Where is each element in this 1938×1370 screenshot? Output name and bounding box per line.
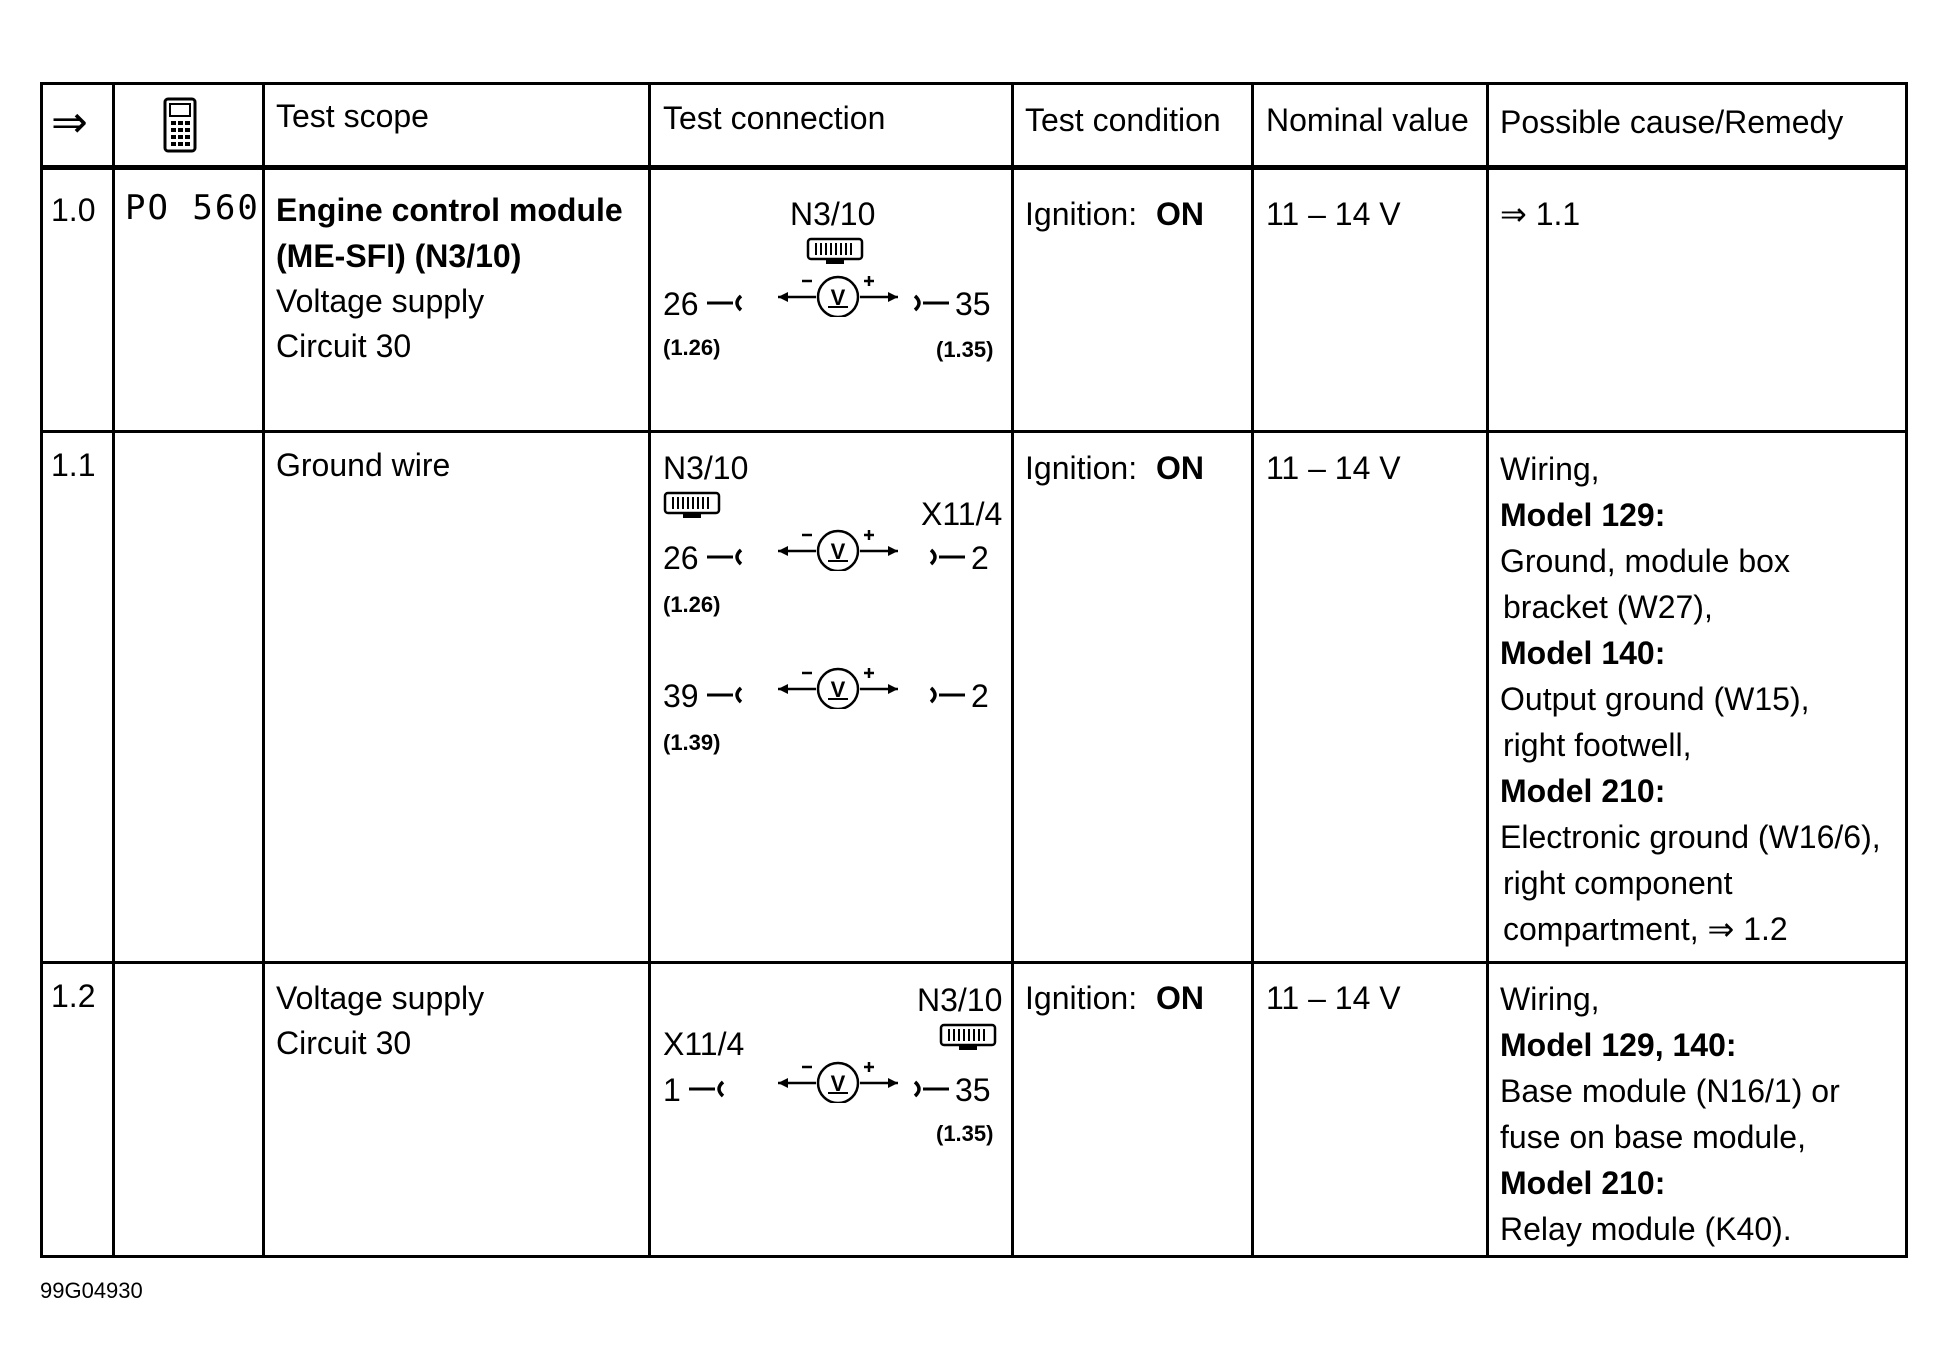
pin-reference: (1.35)	[936, 1121, 994, 1146]
remedy-text: Wiring,	[1500, 451, 1600, 487]
remedy-model: Model 129, 140:	[1500, 1027, 1737, 1063]
condition-value: ON	[1156, 980, 1204, 1016]
socket-left-icon	[687, 1079, 727, 1099]
module-plug-icon	[663, 491, 721, 519]
remedy-model: Model 140:	[1500, 635, 1666, 671]
remedy-text: Relay module (K40).	[1500, 1211, 1792, 1247]
voltmeter-icon	[778, 273, 898, 317]
pin-number: 26	[663, 540, 699, 576]
scope-text: Ground wire	[276, 447, 451, 483]
remedy-model: Model 210:	[1500, 1165, 1666, 1201]
remedy-text: Wiring,	[1500, 981, 1600, 1017]
pin-number: 35	[955, 1072, 991, 1108]
step-number: 1.0	[51, 192, 96, 228]
header-remedy: Possible cause/Remedy	[1500, 104, 1844, 140]
socket-left-icon	[705, 685, 745, 705]
plug-right-icon	[911, 293, 951, 313]
row-divider	[43, 430, 1905, 433]
pin-number: 39	[663, 678, 699, 714]
arrow-header: ⇒	[51, 98, 88, 147]
scope-text: Circuit 30	[276, 328, 412, 364]
remedy-text: Electronic ground (W16/6),	[1500, 819, 1881, 855]
remedy-link: compartment, ⇒ 1.2	[1503, 911, 1788, 947]
pin-number: 1	[663, 1072, 681, 1108]
condition-label: Ignition:	[1025, 980, 1138, 1016]
condition-value: ON	[1156, 450, 1204, 486]
step-number: 1.2	[51, 978, 96, 1014]
module-label: N3/10	[790, 196, 876, 232]
header-test-condition: Test condition	[1025, 102, 1221, 138]
plug-right-icon	[911, 1079, 951, 1099]
row-divider	[43, 961, 1905, 964]
module-label: N3/10	[663, 450, 749, 486]
column-divider	[262, 85, 265, 1255]
remedy-text: right footwell,	[1503, 727, 1692, 763]
voltmeter-icon	[778, 665, 898, 709]
nominal-value: 11 – 14 V	[1266, 980, 1401, 1016]
plug-right-icon	[927, 547, 967, 567]
remedy-text: right component	[1503, 865, 1733, 901]
voltmeter-icon	[778, 527, 898, 571]
connector-label: X11/4	[921, 496, 1003, 532]
remedy-link: ⇒ 1.1	[1500, 196, 1581, 232]
column-divider	[1011, 85, 1014, 1255]
pin-reference: (1.39)	[663, 730, 721, 755]
fault-code: PO 560	[125, 188, 260, 228]
svg-text:V: V	[830, 677, 846, 702]
pin-number: 35	[955, 286, 991, 322]
pin-reference: (1.26)	[663, 335, 721, 360]
remedy-text: Base module (N16/1) or	[1500, 1073, 1840, 1109]
pin-number: 2	[971, 678, 989, 714]
nominal-value: 11 – 14 V	[1266, 196, 1401, 232]
test-table	[40, 82, 1908, 1258]
diagnostic-tester-icon	[163, 97, 197, 153]
column-divider	[112, 85, 115, 1255]
document-id: 99G04930	[40, 1278, 143, 1303]
module-label: N3/10	[917, 982, 1003, 1018]
remedy-model: Model 210:	[1500, 773, 1666, 809]
condition-label: Ignition:	[1025, 196, 1138, 232]
pin-number: 2	[971, 540, 989, 576]
remedy-text: Ground, module box	[1500, 543, 1790, 579]
scope-text: Voltage supply	[276, 980, 485, 1016]
header-test-scope: Test scope	[276, 98, 429, 134]
condition-label: Ignition:	[1025, 450, 1138, 486]
condition-value: ON	[1156, 196, 1204, 232]
pin-reference: (1.35)	[936, 337, 994, 362]
column-divider	[1251, 85, 1254, 1255]
header-divider	[43, 165, 1905, 170]
scope-text: Voltage supply	[276, 283, 485, 319]
plug-right-icon	[927, 685, 967, 705]
pin-number: 26	[663, 286, 699, 322]
remedy-text: fuse on base module,	[1500, 1119, 1806, 1155]
module-plug-icon	[939, 1023, 997, 1051]
connector-label: X11/4	[663, 1026, 745, 1062]
svg-text:V: V	[830, 539, 846, 564]
header-nominal-value: Nominal value	[1266, 102, 1469, 138]
module-plug-icon	[806, 237, 864, 265]
remedy-model: Model 129:	[1500, 497, 1666, 533]
nominal-value: 11 – 14 V	[1266, 450, 1401, 486]
svg-text:V: V	[830, 1071, 846, 1096]
scope-title: Engine control module	[276, 192, 623, 228]
pin-reference: (1.26)	[663, 592, 721, 617]
scope-title: (ME-SFI) (N3/10)	[276, 238, 522, 274]
svg-text:V: V	[830, 285, 846, 310]
remedy-text: bracket (W27),	[1503, 589, 1713, 625]
step-number: 1.1	[51, 447, 96, 483]
socket-left-icon	[705, 547, 745, 567]
voltmeter-icon	[778, 1059, 898, 1103]
header-test-connection: Test connection	[663, 100, 886, 136]
remedy-text: Output ground (W15),	[1500, 681, 1810, 717]
column-divider	[1486, 85, 1489, 1255]
socket-left-icon	[705, 293, 745, 313]
column-divider	[648, 85, 651, 1255]
scope-text: Circuit 30	[276, 1025, 412, 1061]
